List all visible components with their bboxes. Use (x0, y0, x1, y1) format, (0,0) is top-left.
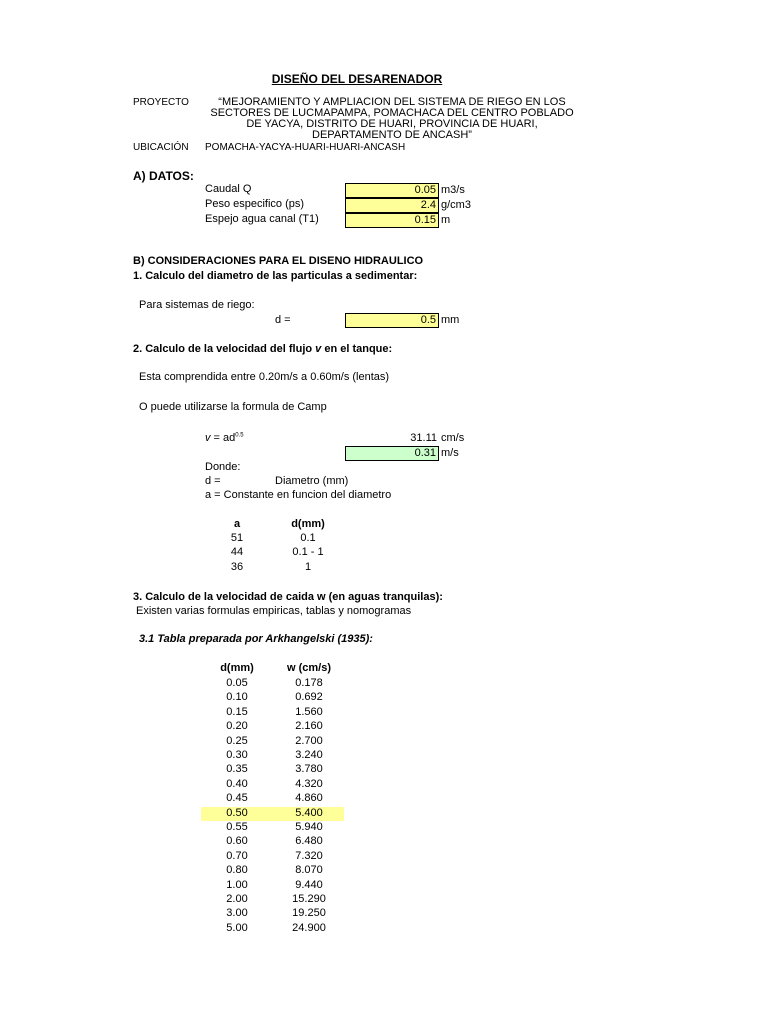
peso-value-cell[interactable]: 2.4 (345, 198, 439, 213)
table-row: 0.692 (295, 691, 323, 703)
page-title: DISEÑO DEL DESARENADOR (271, 72, 443, 86)
table-row: 8.070 (295, 864, 323, 876)
espejo-value-cell[interactable]: 0.15 (345, 213, 439, 228)
a-table-header-a: a (233, 518, 241, 530)
table-row: 2.160 (295, 720, 323, 732)
table-row: 3.00 (226, 907, 248, 919)
table-row: 5.400 (295, 807, 323, 819)
table-row: 0.178 (295, 677, 323, 689)
formula: $v = ad^{0.5}$ (205, 432, 244, 444)
table-row: 3.780 (295, 763, 323, 775)
a-def-text: a = Constante en funcion del diametro (205, 489, 392, 501)
table-row: 24.900 (292, 922, 326, 934)
table-row: 5.940 (295, 821, 323, 833)
espejo-label: Espejo agua canal (T1) (205, 213, 319, 225)
sub31-heading: 3.1 Tabla preparada por Arkhangelski (1935): (139, 633, 373, 645)
table-row: 1 (304, 561, 312, 573)
table-row: 6.480 (295, 835, 323, 847)
table-row: 0.1 (300, 532, 316, 544)
table-row: 0.70 (226, 850, 248, 862)
camp-text: O puede utilizarse la formula de Camp (139, 401, 327, 413)
table-row: 1.560 (295, 706, 323, 718)
ark-header-d: d(mm) (220, 662, 254, 674)
table-row: 44 (230, 546, 244, 558)
peso-label: Peso especifico (ps) (205, 198, 305, 210)
riego-text: Para sistemas de riego: (139, 299, 255, 311)
sub2-heading: 2. Calculo de la velocidad del flujo v en el tanque: (133, 343, 393, 355)
table-row: 36 (230, 561, 244, 573)
table-row: 0.45 (226, 792, 248, 804)
table-row: 0.1 - 1 (292, 546, 324, 558)
caudal-value-cell[interactable]: 0.05 (345, 183, 439, 198)
table-row: 0.40 (226, 778, 248, 790)
table-row: 0.80 (226, 864, 248, 876)
table-row: 5.00 (226, 922, 248, 934)
table-row: 1.00 (226, 879, 248, 891)
sub1-heading: 1. Calculo del diametro de las particulas a sedimentar: (133, 270, 418, 282)
table-row: 0.55 (226, 821, 248, 833)
v-ms-unit: m/s (441, 447, 459, 459)
d-def-label: d = (205, 475, 221, 487)
table-row: 0.60 (226, 835, 248, 847)
a-table-header-d: d(mm) (291, 518, 325, 530)
table-row: 15.290 (292, 893, 326, 905)
peso-unit: g/cm3 (441, 199, 471, 211)
table-row: 0.15 (226, 706, 248, 718)
d-unit: mm (441, 314, 460, 326)
table-row: 0.10 (226, 691, 248, 703)
sub3-heading: 3. Calculo de la velocidad de caida w (en aguas tranquilas): (133, 591, 443, 603)
proyecto-label: PROYECTO (133, 97, 189, 108)
ark-header-w: w (cm/s) (286, 662, 331, 674)
table-row: 0.05 (226, 677, 248, 689)
ubicacion-text: POMACHA-YACYA-HUARI-HUARI-ANCASH (205, 142, 406, 153)
d-label: d = (275, 314, 291, 326)
table-row: 0.30 (226, 749, 248, 761)
caudal-unit: m3/s (441, 184, 465, 196)
proyecto-text: “MEJORAMIENTO Y AMPLIACION DEL SISTEMA DE RIEGO EN LOS SECTORES DE LUCMAPAMPA, POMACHACA DEL CENTRO POBLADO DE YACYA, DISTRITO DE HUARI, PROVINCIA DE HUARI, DEPARTAMENTO DE ANCASH” (210, 96, 574, 141)
v-cms-value: 31.11 (410, 432, 437, 444)
datos-heading: A) DATOS: (133, 169, 194, 183)
table-row: 2.00 (226, 893, 248, 905)
table-row: 0.50 (226, 807, 248, 819)
sub3-text: Existen varias formulas empiricas, tablas y nomogramas (136, 605, 412, 617)
table-row: 3.240 (295, 749, 323, 761)
range-text: Esta comprendida entre 0.20m/s a 0.60m/s (lentas) (139, 371, 390, 383)
donde-text: Donde: (205, 461, 241, 473)
table-row: 0.25 (226, 735, 248, 747)
espejo-unit: m (441, 214, 451, 226)
d-value-cell[interactable]: 0.5 (345, 313, 439, 328)
table-row: 0.20 (226, 720, 248, 732)
table-row: 4.860 (295, 792, 323, 804)
v-cms-unit: cm/s (441, 432, 465, 444)
table-row: 0.35 (226, 763, 248, 775)
section-b-heading: B) CONSIDERACIONES PARA EL DISENO HIDRAULICO (133, 255, 424, 267)
table-row: 2.700 (295, 735, 323, 747)
table-row: 51 (230, 532, 244, 544)
d-def-text: Diametro (mm) (275, 475, 349, 487)
table-row: 4.320 (295, 778, 323, 790)
ubicacion-label: UBICACIÓN (133, 142, 189, 153)
table-row: 7.320 (295, 850, 323, 862)
table-row: 19.250 (292, 907, 326, 919)
v-ms-value-cell[interactable]: 0.31 (345, 446, 439, 461)
caudal-label: Caudal Q (205, 183, 252, 195)
table-row: 9.440 (295, 879, 323, 891)
